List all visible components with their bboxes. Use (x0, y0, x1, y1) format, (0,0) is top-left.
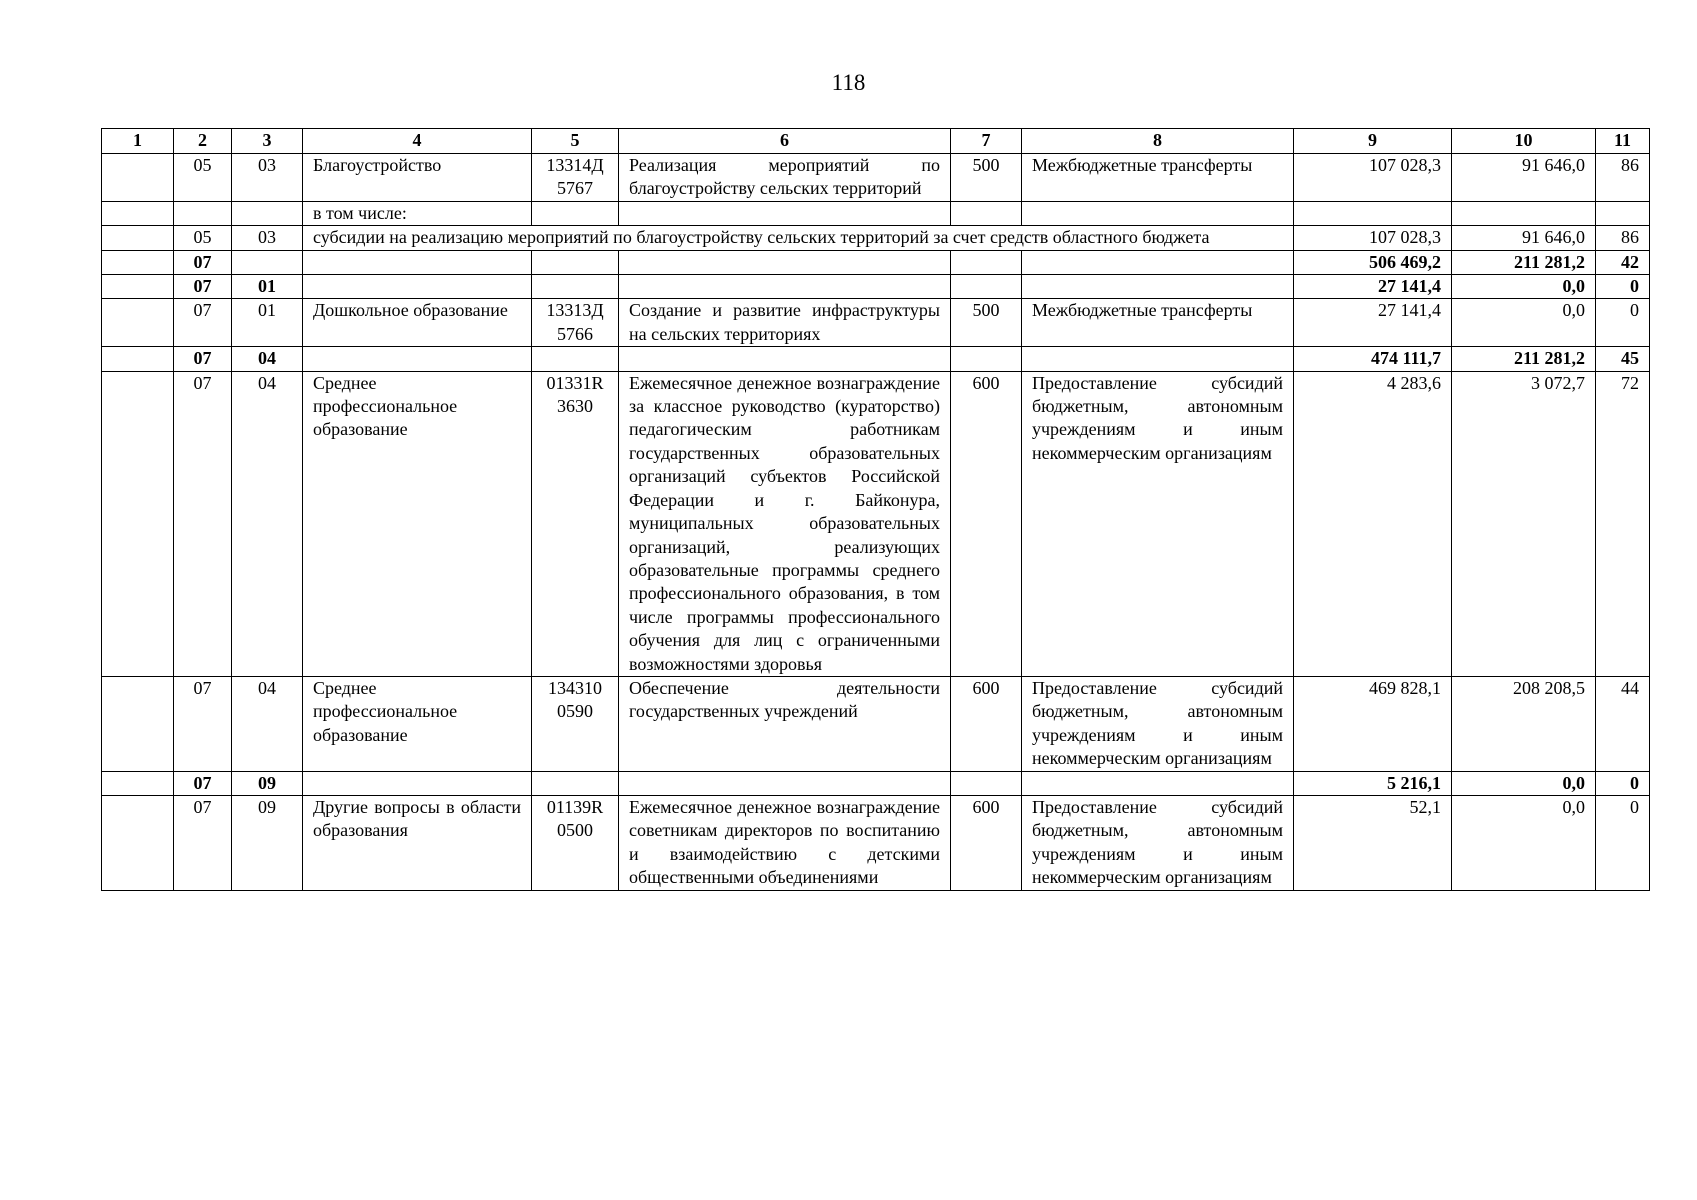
cell-actual: 0,0 (1452, 275, 1596, 299)
cell-section: 07 (174, 299, 232, 347)
table-row (102, 250, 1650, 274)
cell-empty (102, 299, 174, 347)
cell-empty (619, 275, 951, 299)
cell-empty (1022, 275, 1294, 299)
header-cell: 5 (532, 129, 619, 154)
cell-empty (951, 250, 1022, 274)
header-cell: 4 (303, 129, 532, 154)
cell-note: в том числе: (303, 201, 532, 225)
header-cell: 7 (951, 129, 1022, 154)
cell-subsection: 01 (232, 275, 303, 299)
table-row (102, 771, 1650, 795)
cell-section: 07 (174, 371, 232, 676)
cell-actual: 0,0 (1452, 299, 1596, 347)
cell-empty (532, 201, 619, 225)
cell-section-name: Среднее профессиональное образование (303, 371, 532, 676)
cell-empty (619, 250, 951, 274)
cell-empty (951, 771, 1022, 795)
table-row (102, 676, 1650, 771)
cell-section: 07 (174, 347, 232, 371)
cell-actual: 91 646,0 (1452, 226, 1596, 250)
cell-percent: 42 (1596, 250, 1650, 274)
cell-plan: 5 216,1 (1294, 771, 1452, 795)
cell-actual: 91 646,0 (1452, 154, 1596, 202)
cell-empty (303, 347, 532, 371)
cell-target-code: 01139R 0500 (532, 795, 619, 890)
cell-empty (174, 201, 232, 225)
cell-target-name: Ежемесячное денежное вознаграждение за классное руководство (кураторство) педагогическим работникам государственных образовательных организаций субъектов Российской Федерации и г. Байконура, муниципальных образовательных организаций, реализующих образовательные программы среднего профессионального образования, в том числе программы профессионального обучения для лиц с ограниченными возможностями здоровья (619, 371, 951, 676)
header-cell: 6 (619, 129, 951, 154)
cell-subsection: 04 (232, 676, 303, 771)
cell-expense-type: 500 (951, 154, 1022, 202)
cell-empty (303, 250, 532, 274)
cell-expense-type: 500 (951, 299, 1022, 347)
cell-target-code: 13313Д 5766 (532, 299, 619, 347)
cell-section: 05 (174, 226, 232, 250)
cell-target-code: 01331R 3630 (532, 371, 619, 676)
cell-percent: 86 (1596, 154, 1650, 202)
cell-section: 07 (174, 250, 232, 274)
cell-section: 07 (174, 275, 232, 299)
cell-empty (951, 201, 1022, 225)
cell-empty (303, 771, 532, 795)
cell-section: 07 (174, 795, 232, 890)
cell-percent: 0 (1596, 275, 1650, 299)
cell-empty (102, 226, 174, 250)
cell-empty (1294, 201, 1452, 225)
cell-empty (619, 201, 951, 225)
cell-percent: 44 (1596, 676, 1650, 771)
table-row (102, 371, 1650, 676)
cell-percent: 0 (1596, 299, 1650, 347)
cell-target-code: 13314Д 5767 (532, 154, 619, 202)
cell-percent: 0 (1596, 795, 1650, 890)
cell-expense-type: 600 (951, 676, 1022, 771)
cell-empty (619, 771, 951, 795)
cell-expense-name: Предоставление субсидий бюджетным, автономным учреждениям и иным некоммерческим организациям (1022, 795, 1294, 890)
budget-table (101, 128, 1650, 891)
cell-subsection: 04 (232, 371, 303, 676)
cell-plan: 506 469,2 (1294, 250, 1452, 274)
cell-expense-name: Межбюджетные трансферты (1022, 154, 1294, 202)
cell-plan: 4 283,6 (1294, 371, 1452, 676)
cell-empty (102, 250, 174, 274)
cell-target-name: Создание и развитие инфраструктуры на сельских территориях (619, 299, 951, 347)
cell-percent: 0 (1596, 771, 1650, 795)
cell-subsection: 04 (232, 347, 303, 371)
header-row (102, 129, 1650, 154)
cell-section: 05 (174, 154, 232, 202)
cell-empty (102, 347, 174, 371)
cell-subsection (232, 250, 303, 274)
cell-expense-type: 600 (951, 371, 1022, 676)
cell-empty (532, 771, 619, 795)
cell-subsection: 03 (232, 226, 303, 250)
cell-plan: 469 828,1 (1294, 676, 1452, 771)
table-row (102, 299, 1650, 347)
cell-empty (619, 347, 951, 371)
cell-expense-name: Предоставление субсидий бюджетным, автономным учреждениям и иным некоммерческим организациям (1022, 371, 1294, 676)
header-cell: 10 (1452, 129, 1596, 154)
page-number: 118 (831, 70, 866, 95)
cell-empty (1022, 771, 1294, 795)
cell-merged-description: субсидии на реализацию мероприятий по благоустройству сельских территорий за счет средств областного бюджета (303, 226, 1294, 250)
cell-empty (532, 275, 619, 299)
cell-target-code: 134310 0590 (532, 676, 619, 771)
cell-actual: 0,0 (1452, 771, 1596, 795)
cell-empty (951, 275, 1022, 299)
cell-empty (232, 201, 303, 225)
cell-section-name: Дошкольное образование (303, 299, 532, 347)
table-row (102, 795, 1650, 890)
cell-target-name: Обеспечение деятельности государственных учреждений (619, 676, 951, 771)
cell-section: 07 (174, 771, 232, 795)
header-cell: 3 (232, 129, 303, 154)
header-cell: 1 (102, 129, 174, 154)
cell-subsection: 09 (232, 771, 303, 795)
cell-subsection: 03 (232, 154, 303, 202)
cell-empty (102, 371, 174, 676)
cell-empty (1022, 201, 1294, 225)
cell-empty (1022, 347, 1294, 371)
header-cell: 9 (1294, 129, 1452, 154)
cell-target-name: Ежемесячное денежное вознаграждение советникам директоров по воспитанию и взаимодействию с детскими общественными объединениями (619, 795, 951, 890)
cell-empty (532, 250, 619, 274)
cell-expense-name: Предоставление субсидий бюджетным, автономным учреждениям и иным некоммерческим организациям (1022, 676, 1294, 771)
cell-plan: 27 141,4 (1294, 299, 1452, 347)
cell-expense-name: Межбюджетные трансферты (1022, 299, 1294, 347)
table-row (102, 347, 1650, 371)
cell-empty (102, 771, 174, 795)
table-row (102, 226, 1650, 250)
cell-empty (1022, 250, 1294, 274)
cell-plan: 474 111,7 (1294, 347, 1452, 371)
cell-percent: 86 (1596, 226, 1650, 250)
cell-actual: 0,0 (1452, 795, 1596, 890)
cell-plan: 27 141,4 (1294, 275, 1452, 299)
cell-empty (102, 154, 174, 202)
cell-plan: 52,1 (1294, 795, 1452, 890)
table-row (102, 154, 1650, 202)
header-cell: 8 (1022, 129, 1294, 154)
cell-percent: 45 (1596, 347, 1650, 371)
cell-empty (102, 275, 174, 299)
cell-empty (532, 347, 619, 371)
cell-empty (102, 201, 174, 225)
cell-actual: 211 281,2 (1452, 250, 1596, 274)
cell-actual: 211 281,2 (1452, 347, 1596, 371)
cell-empty (1596, 201, 1650, 225)
header-cell: 11 (1596, 129, 1650, 154)
cell-empty (1452, 201, 1596, 225)
cell-percent: 72 (1596, 371, 1650, 676)
cell-empty (303, 275, 532, 299)
cell-actual: 208 208,5 (1452, 676, 1596, 771)
cell-empty (951, 347, 1022, 371)
cell-actual: 3 072,7 (1452, 371, 1596, 676)
cell-section: 07 (174, 676, 232, 771)
cell-empty (102, 676, 174, 771)
cell-plan: 107 028,3 (1294, 226, 1452, 250)
cell-plan: 107 028,3 (1294, 154, 1452, 202)
table-row (102, 275, 1650, 299)
cell-empty (102, 795, 174, 890)
cell-subsection: 09 (232, 795, 303, 890)
cell-expense-type: 600 (951, 795, 1022, 890)
cell-section-name: Среднее профессиональное образование (303, 676, 532, 771)
table-row (102, 201, 1650, 225)
cell-section-name: Другие вопросы в области образования (303, 795, 532, 890)
header-cell: 2 (174, 129, 232, 154)
cell-target-name: Реализация мероприятий по благоустройству сельских территорий (619, 154, 951, 202)
cell-section-name: Благоустройство (303, 154, 532, 202)
cell-subsection: 01 (232, 299, 303, 347)
